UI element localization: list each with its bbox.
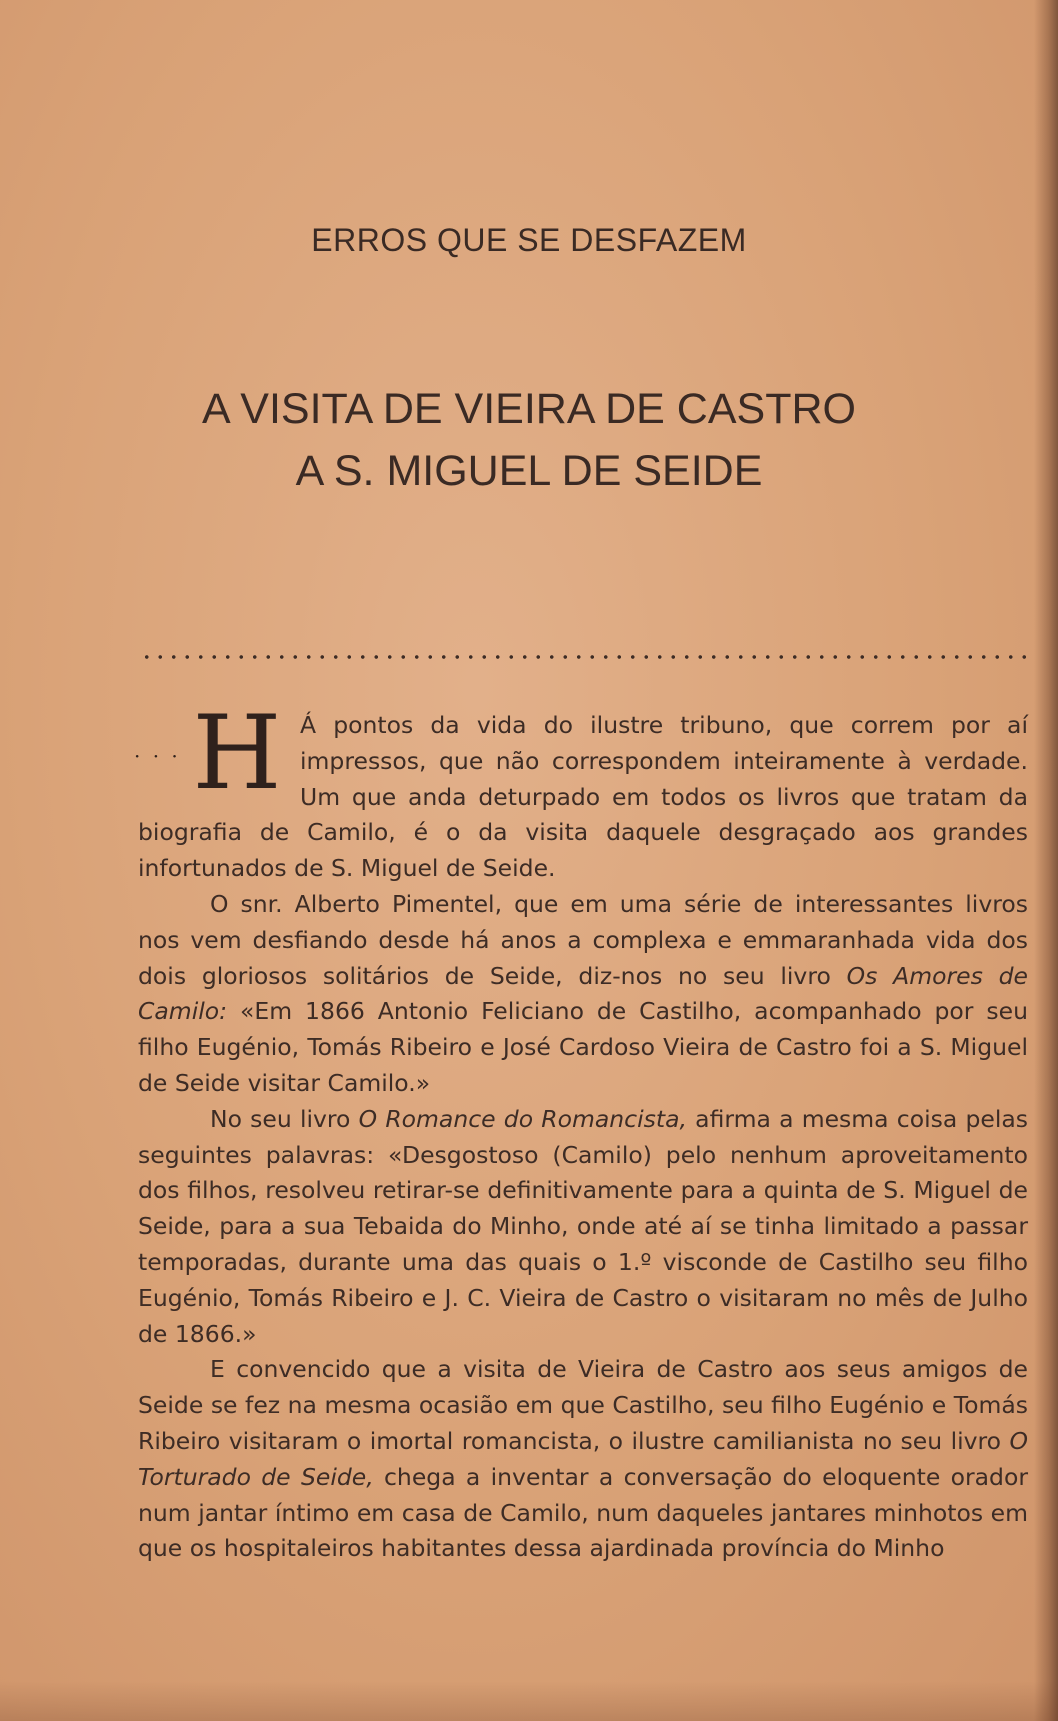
paragraph-2-text-b: «Em 1866 Antonio Feliciano de Castilho, acompanhado por seu filho Eugénio, Tomás Ribeiro e José Cardoso Vieira de Castro foi a S. Miguel de Seide visitar Camilo.» [138, 997, 1028, 1097]
paragraph-4 [138, 1352, 1028, 1567]
drop-cap [134, 694, 286, 813]
paragraph-4-text-b: chega a inventar a conversação do eloquente orador num jantar íntimo em casa de Camilo, num daqueles jantares minhotos em que os hospitaleiros habitantes dessa ajardinada província do Minho [138, 1462, 1028, 1563]
article-title-line-1: A VISITA DE VIEIRA DE CASTRO [202, 385, 856, 433]
paragraph-3-text-a: No seu livro [210, 1104, 359, 1133]
drop-cap-dots: · · · [134, 744, 181, 768]
article-title-line-2: A S. MIGUEL DE SEIDE [295, 447, 763, 495]
drop-cap-letter: H [192, 694, 282, 813]
series-title: ERROS QUE SE DESFAZEM [311, 222, 747, 258]
paragraph-1-text: Á pontos da vida do ilustre tribuno, que correm por aí impressos, que não correspondem inteiramente à verdade. Um que anda deturpado em todos os livros que tratam da biografia de Camilo, é o da visita daquele desgraçado aos grandes infortunados de S. Miguel de Seide. [138, 711, 1028, 883]
page-bottom-shade [0, 1681, 1058, 1721]
paragraph-4-text-a: E convencido que a visita de Vieira de Castro aos seus amigos de Seide se fez na mesma ocasião em que Castilho, seu filho Eugénio e Tomás Ribeiro visitaram o imortal romancista, o ilustre camilianista no seu livro [138, 1355, 1028, 1455]
book-title-o-torturado: O Torturado de Seide, [138, 1426, 1028, 1491]
article-title [0, 378, 1058, 502]
paragraph-3-text-b: afirma a mesma coisa pelas seguintes palavras: «Desgostoso (Camilo) pelo nenhum aproveitamento dos filhos, resolveu retirar-se definitivamente para a quinta de S. Miguel de Seide, para a sua Tebaida do Minho, onde até aí se tinha limitado a passar temporadas, durante uma das quais o 1.º visconde de Castilho seu filho Eugénio, Tomás Ribeiro e J. C. Vieira de Castro o visitaram no mês de Julho de 1866.» [138, 1104, 1028, 1348]
book-title-os-amores: Os Amores de Camilo: [138, 961, 1028, 1026]
article-body [134, 694, 1028, 1567]
paragraph-2-text-a: O snr. Alberto Pimentel, que em uma série de interessantes livros nos vem desfiando desde há anos a complexa e emmaranhada vida dos dois gloriosos solitários de Seide, diz-nos no seu livro [138, 889, 1028, 990]
dotted-separator [140, 654, 1028, 660]
paragraph-3 [138, 1102, 1028, 1353]
book-title-o-romance: O Romance do Romancista, [358, 1104, 687, 1133]
paragraph-2 [138, 887, 1028, 1102]
paragraph-1 [134, 694, 1028, 887]
